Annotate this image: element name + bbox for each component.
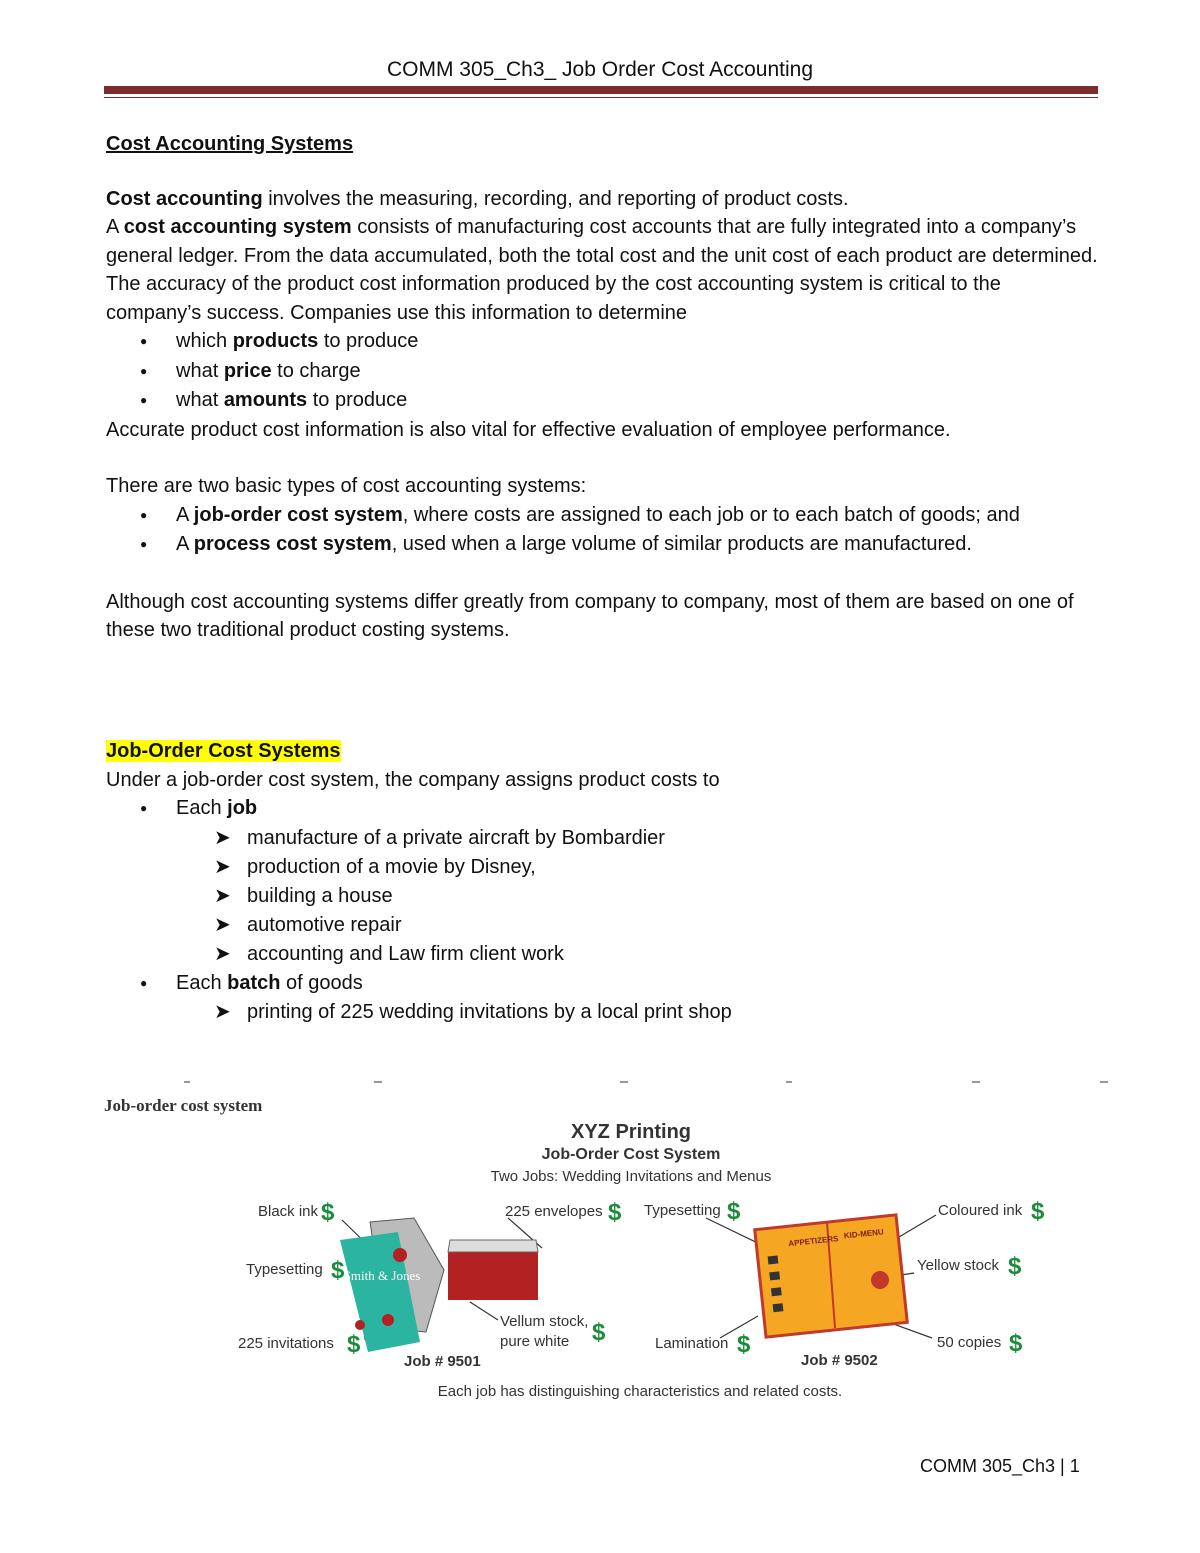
section-job-order — [106, 737, 1098, 1027]
figure-subtitle2: Two Jobs: Wedding Invitations and Menus — [490, 1168, 772, 1185]
figure-caption: Job-order cost system — [104, 1096, 263, 1115]
sub-list — [106, 824, 1098, 969]
list-item: ➤ printing of 225 wedding invitations by a local print shop — [106, 998, 1098, 1027]
paragraph: A cost accounting system consists of manufacturing cost accounts that are fully integrated into a company’s general ledger. From the data accumulated, both the total cost and the unit cost of each product are determined. — [106, 216, 1098, 267]
dollar-icon: $ — [1031, 1198, 1045, 1225]
cost-label: 225 envelopes — [505, 1203, 603, 1220]
paragraph: There are two basic types of cost accounting systems: — [106, 475, 587, 497]
dollar-icon: $ — [321, 1199, 335, 1226]
list-item: ● Each batch of goods — [106, 969, 1098, 999]
header-rule-thin — [104, 97, 1098, 98]
figure-subtitle: Job-Order Cost System — [541, 1146, 721, 1163]
page-header-title: COMM 305_Ch3_ Job Order Cost Accounting — [386, 58, 814, 81]
bullet-list — [106, 969, 1098, 999]
section-cost-accounting — [106, 130, 1098, 645]
cost-label: pure white — [500, 1333, 570, 1350]
job-label: Job # 9501 — [404, 1353, 481, 1370]
section-heading: Job-Order Cost Systems — [106, 740, 341, 762]
list-item: ➤ production of a movie by Disney, — [106, 853, 1098, 882]
bullet-list — [106, 327, 1098, 416]
list-item: ➤ manufacture of a private aircraft by Bombardier — [106, 824, 1098, 853]
job-order-figure — [220, 1110, 1060, 1410]
scan-artifact — [620, 1081, 628, 1083]
cost-label: Yellow stock — [917, 1257, 999, 1274]
paragraph: Accurate product cost information is also vital for effective evaluation of employee performance. — [106, 418, 951, 441]
cost-label: Typesetting — [246, 1261, 323, 1278]
scan-artifact — [374, 1081, 382, 1083]
figure-footnote: Each job has distinguishing characteristics and related costs. — [437, 1383, 843, 1400]
cost-label: 50 copies — [937, 1334, 1002, 1351]
dollar-icon: $ — [1008, 1253, 1022, 1280]
header-rule — [104, 86, 1098, 94]
list-item: ● which products to produce — [106, 327, 1098, 357]
paragraph: Cost accounting involves the measuring, recording, and reporting of product costs. — [106, 187, 849, 210]
paragraph: Under a job-order cost system, the company assigns product costs to — [106, 768, 720, 791]
cost-label: Black ink — [258, 1203, 319, 1220]
bullet-list — [106, 501, 1098, 560]
cost-label: Typesetting — [644, 1202, 721, 1219]
dollar-icon: $ — [737, 1331, 751, 1358]
scan-artifact — [184, 1081, 190, 1083]
list-item: ➤ building a house — [106, 882, 1098, 911]
section-heading: Cost Accounting Systems — [106, 133, 354, 155]
scan-artifact — [1100, 1081, 1108, 1083]
list-item: ● what price to charge — [106, 357, 1098, 387]
paragraph: Although cost accounting systems differ greatly from company to company, most of them are based on one of these two traditional product costing systems. — [106, 590, 1074, 641]
dollar-icon: $ — [331, 1257, 345, 1284]
list-item: ● what amounts to produce — [106, 386, 1098, 416]
sub-list — [106, 998, 1098, 1027]
dollar-icon: $ — [1009, 1330, 1023, 1357]
menu-heading: APPETIZERS — [787, 1234, 839, 1249]
bullet-list — [106, 794, 1098, 824]
figure-title: XYZ Printing — [571, 1121, 691, 1143]
list-item: ➤ accounting and Law firm client work — [106, 940, 1098, 969]
list-item: ● A job-order cost system, where costs are assigned to each job or to each batch of goods; and — [106, 501, 1098, 531]
scan-artifact — [786, 1081, 792, 1083]
list-item: ➤ automotive repair — [106, 911, 1098, 940]
cost-label: 225 invitations — [238, 1335, 334, 1352]
cost-label: Lamination — [655, 1335, 729, 1352]
dollar-icon: $ — [592, 1319, 606, 1346]
list-item: ● Each job — [106, 794, 1098, 824]
list-item: ● A process cost system, used when a large volume of similar products are manufactured. — [106, 530, 1098, 560]
paragraph: The accuracy of the product cost information produced by the cost accounting system is critical to the company’s success. Companies use this information to determine — [106, 273, 1001, 324]
envelope-box-icon — [448, 1252, 538, 1300]
cost-label: Vellum stock, — [500, 1313, 589, 1330]
menu-heading: KID-MENU — [843, 1227, 885, 1241]
job-label: Job # 9502 — [801, 1352, 878, 1369]
page-footer: COMM 305_Ch3 | 1 — [920, 1456, 1080, 1476]
dollar-icon: $ — [727, 1198, 741, 1225]
card-text: Smith & Jones — [343, 1268, 421, 1283]
dollar-icon: $ — [347, 1331, 361, 1358]
cost-label: Coloured ink — [938, 1202, 1023, 1219]
dollar-icon: $ — [608, 1199, 622, 1226]
scan-artifact — [972, 1081, 980, 1083]
